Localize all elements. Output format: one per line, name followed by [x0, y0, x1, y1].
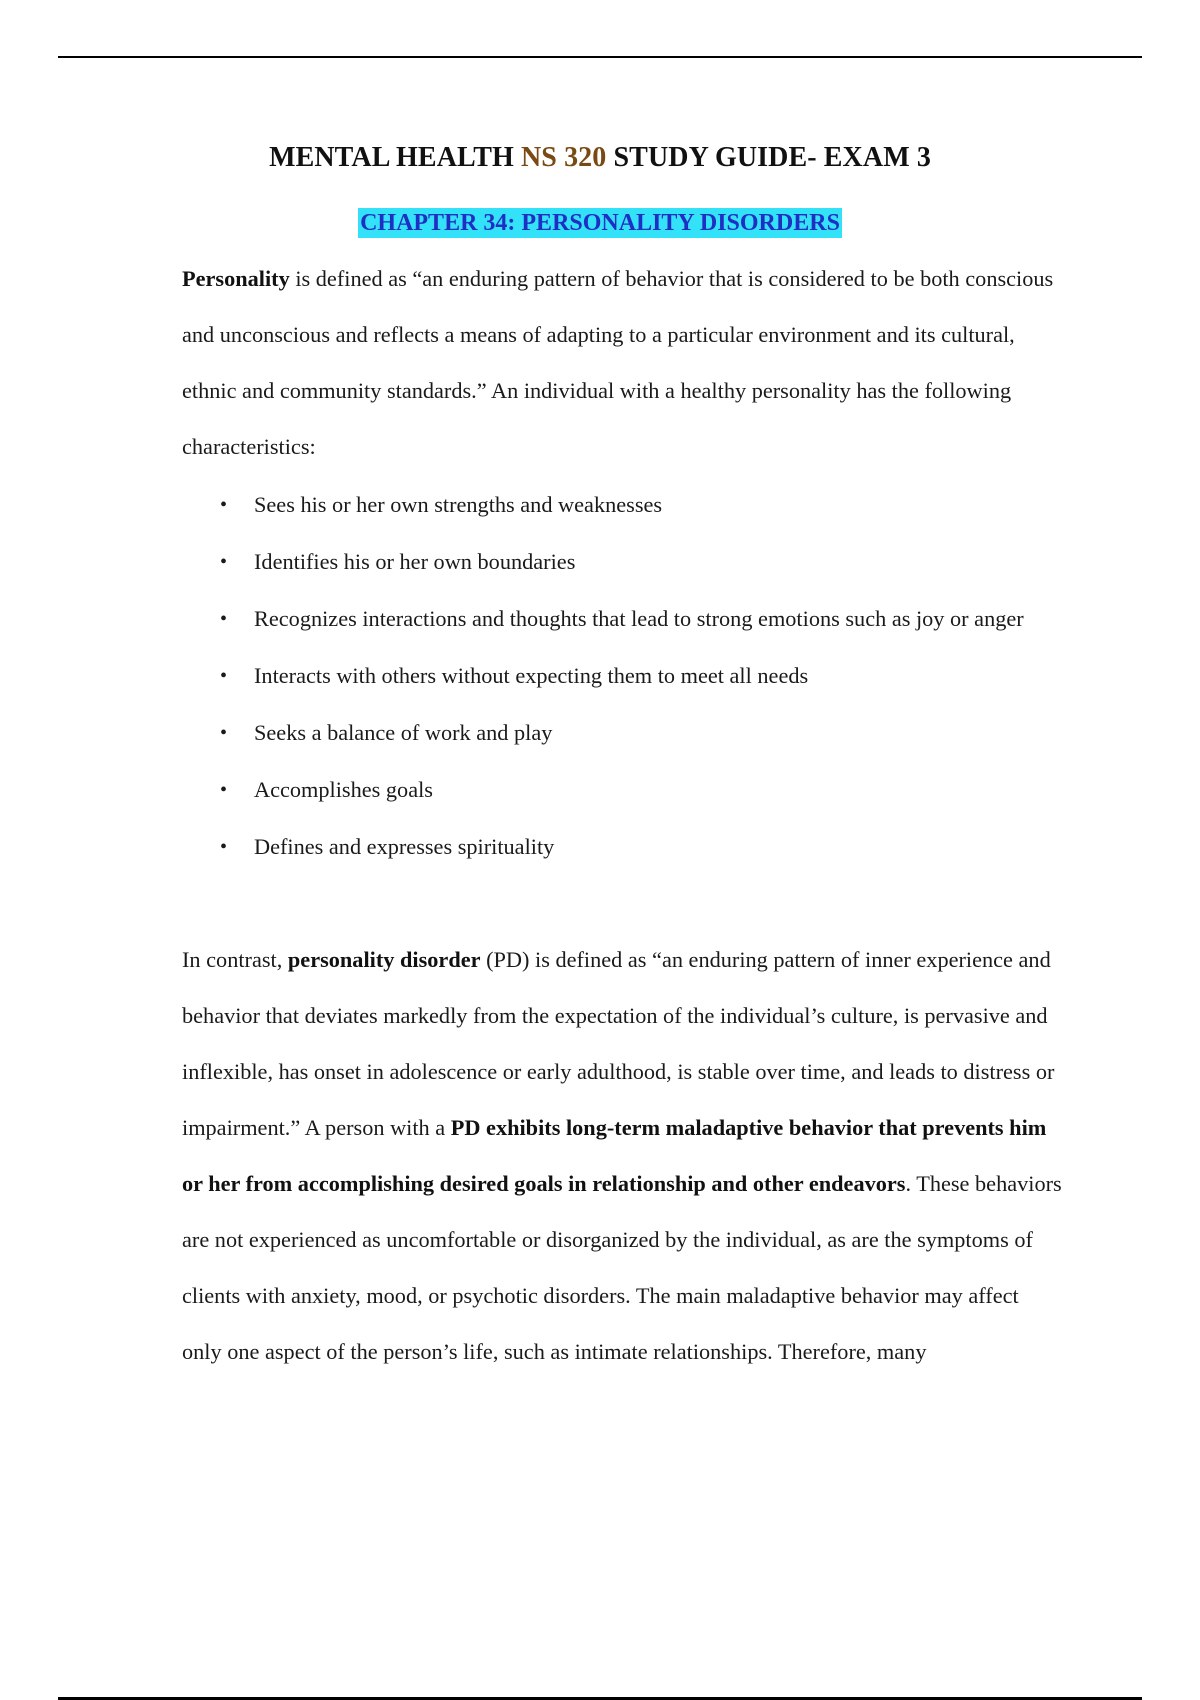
bullet-icon: •: [220, 665, 228, 687]
title-course-code: NS 320: [520, 142, 607, 173]
list-item: [182, 819, 1062, 875]
personality-term: Personality: [182, 266, 290, 291]
list-item-text: Accomplishes goals: [254, 777, 433, 802]
chapter-heading-row: [0, 208, 1200, 242]
page-title: [0, 141, 1200, 175]
characteristics-list: [182, 477, 1062, 876]
bullet-icon: •: [220, 779, 228, 801]
list-item-text: Recognizes interactions and thoughts that lead to strong emotions such as joy or anger: [254, 606, 1024, 631]
personality-definition-paragraph: [182, 251, 1062, 475]
bullet-icon: •: [220, 494, 228, 516]
top-rule: [58, 56, 1142, 58]
list-item: [182, 648, 1062, 704]
bullet-icon: •: [220, 722, 228, 744]
list-item-text: Sees his or her own strengths and weaknesses: [254, 492, 663, 517]
chapter-heading: CHAPTER 34: PERSONALITY DISORDERS: [360, 210, 840, 236]
list-item: [182, 477, 1062, 533]
title-prefix: MENTAL HEALTH: [269, 142, 521, 173]
list-item-text: Defines and expresses spirituality: [254, 834, 555, 859]
list-item-text: Identifies his or her own boundaries: [254, 549, 576, 574]
list-item-text: Interacts with others without expecting them to meet all needs: [254, 663, 809, 688]
personality-disorder-paragraph: [182, 932, 1062, 1380]
bullet-icon: •: [220, 836, 228, 858]
bullet-icon: •: [220, 551, 228, 573]
title-suffix: STUDY GUIDE- EXAM 3: [606, 142, 931, 173]
contrast-intro: In contrast,: [182, 947, 288, 972]
list-item: [182, 762, 1062, 818]
personality-disorder-term: personality disorder: [287, 947, 481, 972]
list-item: [182, 705, 1062, 761]
pd-continuation-text: . These behaviors are not experienced as uncomfortable or disorganized by the individual, as are the symptoms of clients with anxiety, mood, or psychotic disorders. The main maladaptive behavior may affect only one aspect of the person’s life, such as intimate relationships. Therefore, many: [182, 1171, 1062, 1364]
list-item: [182, 591, 1062, 647]
list-item: [182, 534, 1062, 590]
bullet-icon: •: [220, 608, 228, 630]
personality-definition-text: is defined as “an enduring pattern of behavior that is considered to be both conscious and unconscious and reflects a means of adapting to a particular environment and its cultural, ethnic and community standards.” An individual with a healthy personality has the following characteristics:: [182, 266, 1054, 459]
pd-emphasis-text: PD exhibits long-term maladaptive behavior that prevents him or her from accomplishing desired goals in relationship and other endeavors: [182, 1115, 1047, 1196]
list-item-text: Seeks a balance of work and play: [254, 720, 553, 745]
pd-definition-text: (PD) is defined as “an enduring pattern of inner experience and behavior that deviates markedly from the expectation of the individual’s culture, is pervasive and inflexible, has onset in adolescence or early adulthood, is stable over time, and leads to distress or impairment.” A person with a: [182, 947, 1055, 1140]
